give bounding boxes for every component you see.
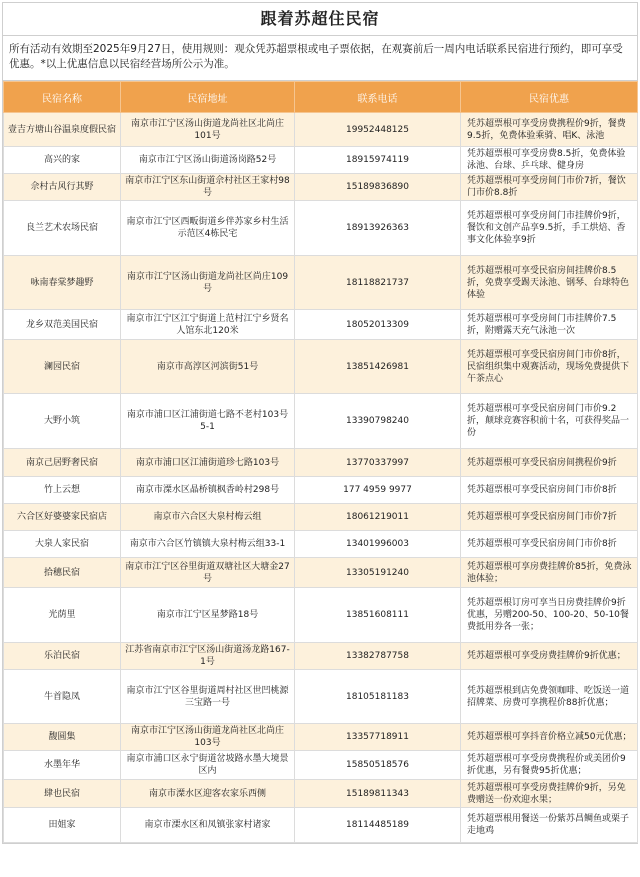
table-row <box>4 113 638 147</box>
homestay-address: 南京市江宁区东山街道佘村社区王家村98号 <box>121 174 295 201</box>
homestay-address: 南京市浦口区江浦街道七路不老村103号5-1 <box>121 394 295 449</box>
homestay-address: 南京市江宁区汤山街道龙尚社区北尚庄103号 <box>121 724 295 751</box>
homestay-phone: 18052013309 <box>295 310 461 340</box>
homestay-benefit: 凭苏超票根可享受房间门市价7折，餐饮门市价8.8折 <box>461 174 638 201</box>
homestay-benefit: 凭苏超票根用餐送一份紫苏昌鲷鱼或栗子走地鸡 <box>461 808 638 843</box>
table-row <box>4 643 638 670</box>
homestay-phone: 18061219011 <box>295 504 461 531</box>
homestay-benefit: 凭苏超票根可享受房间门市挂牌价7.5折，附赠露天充气泳池一次 <box>461 310 638 340</box>
homestay-name: 馥圆集 <box>4 724 121 751</box>
homestay-benefit: 凭苏超票根可享受房费携程价或美团价9折优惠，另有餐费95折优惠； <box>461 751 638 780</box>
table-row <box>4 310 638 340</box>
table-header-row <box>4 82 638 113</box>
homestay-phone: 13390798240 <box>295 394 461 449</box>
header-address: 民宿地址 <box>121 82 295 113</box>
homestay-name: 大野小筑 <box>4 394 121 449</box>
homestay-benefit: 凭苏超票根可享受民宿房间携程价9折 <box>461 449 638 477</box>
homestay-address: 南京市江宁区汤山街道龙尚社区北尚庄101号 <box>121 113 295 147</box>
table-row <box>4 174 638 201</box>
homestay-benefit: 凭苏超票根可享受民宿房间挂牌价8.5折，免费享受踢天泳池、钢琴、台球特色体验 <box>461 256 638 310</box>
homestay-phone: 13851426981 <box>295 340 461 394</box>
table-row <box>4 531 638 558</box>
table-row <box>4 670 638 724</box>
homestay-benefit: 凭苏超票根可享受房间门市挂牌价9折，餐饮和文创产品享9.5折，手工烘焙、香事文化体验享9折 <box>461 201 638 256</box>
homestay-name: 竹上云想 <box>4 477 121 504</box>
homestay-address: 南京市江宁区汤山街道龙尚社区尚庄109号 <box>121 256 295 310</box>
homestay-phone: 13357718911 <box>295 724 461 751</box>
page-title: 跟着苏超住民宿 <box>3 3 637 36</box>
homestay-name: 南京己居野奢民宿 <box>4 449 121 477</box>
homestay-phone: 13382787758 <box>295 643 461 670</box>
table-row <box>4 588 638 643</box>
homestay-address: 南京市江宁区西畈街道乡伴苏家乡村生活示范区4栋民宅 <box>121 201 295 256</box>
table-row <box>4 394 638 449</box>
homestay-phone: 13305191240 <box>295 558 461 588</box>
homestay-name: 光荫里 <box>4 588 121 643</box>
homestay-phone: 15189836890 <box>295 174 461 201</box>
homestay-name: 壹吉方塘山谷温泉度假民宿 <box>4 113 121 147</box>
homestay-benefit: 凭苏超票根可享抖音价格立减50元优惠； <box>461 724 638 751</box>
table-row <box>4 147 638 174</box>
header-name: 民宿名称 <box>4 82 121 113</box>
homestay-address: 南京市溧水区晶桥镇枫香岭村298号 <box>121 477 295 504</box>
homestay-benefit: 凭苏超票根可享房费挂牌价85折，免费泳池体验； <box>461 558 638 588</box>
homestay-phone: 18105181183 <box>295 670 461 724</box>
table-row <box>4 558 638 588</box>
homestay-name: 牛首隐凤 <box>4 670 121 724</box>
homestay-address: 南京市浦口区永宁街道岔坡路水墨大境景区内 <box>121 751 295 780</box>
homestay-benefit: 凭苏超票根订房可享当日房费挂牌价9折优惠，另赠200-50、100-20、50-10餐费抵用券各一张； <box>461 588 638 643</box>
homestay-benefit: 凭苏超票根可享受民宿房间门市价9.2折，颠球竞赛容积前十名，可获得奖品一份 <box>461 394 638 449</box>
table-row <box>4 780 638 808</box>
homestay-benefit: 凭苏超票根可享受房费携程价9折，餐费9.5折，免费体验乘骑、唱K、泳池 <box>461 113 638 147</box>
homestay-address: 南京市六合区竹镇镇大泉村梅云组33-1 <box>121 531 295 558</box>
homestay-phone: 13770337997 <box>295 449 461 477</box>
homestay-name: 拾穗民宿 <box>4 558 121 588</box>
homestay-phone: 18913926363 <box>295 201 461 256</box>
homestay-name: 良兰艺术农场民宿 <box>4 201 121 256</box>
homestay-phone: 18915974119 <box>295 147 461 174</box>
homestay-address: 南京市江宁区星梦路18号 <box>121 588 295 643</box>
homestay-benefit: 凭苏超票根可享受民宿房间门市价8折，民宿组织集中观赛活动，现场免费提供下午茶点心 <box>461 340 638 394</box>
homestay-name: 田姐家 <box>4 808 121 843</box>
homestay-phone: 18114485189 <box>295 808 461 843</box>
header-benefit: 民宿优惠 <box>461 82 638 113</box>
table-row <box>4 751 638 780</box>
homestay-phone: 18118821737 <box>295 256 461 310</box>
homestay-phone: 177 4959 9977 <box>295 477 461 504</box>
homestay-address: 南京市江宁区江宁街道上范村江宁乡贤名人馆东北120米 <box>121 310 295 340</box>
homestay-name: 佘村古风行其野 <box>4 174 121 201</box>
usage-notice: 所有活动有效期至2025年9月27日，使用规则：观众凭苏超票根或电子票依据，在观赛前后一周内电话联系民宿进行预约，即可享受优惠。*以上优惠信息以民宿经营场所公示为准。 <box>3 36 637 81</box>
homestay-address: 南京市六合区大泉村梅云组 <box>121 504 295 531</box>
homestay-benefit: 凭苏超票根可享受民宿房间门市价7折 <box>461 504 638 531</box>
homestay-address: 南京市高淳区河滨街51号 <box>121 340 295 394</box>
homestay-benefit: 凭苏超票根到店免费领咖啡、吃饭送一道招牌菜、房费可享携程价88折优惠； <box>461 670 638 724</box>
homestay-name: 大泉人家民宿 <box>4 531 121 558</box>
table-row <box>4 449 638 477</box>
page-container <box>2 2 638 844</box>
homestay-benefit: 凭苏超票根可享受房费挂牌价9折优惠； <box>461 643 638 670</box>
homestay-name: 咏南春棠梦趣野 <box>4 256 121 310</box>
table-row <box>4 340 638 394</box>
homestay-benefit: 凭苏超票根可享受房费8.5折，免费体验泳池、台球、乒乓球、健身房 <box>461 147 638 174</box>
table-row <box>4 256 638 310</box>
homestay-phone: 13851608111 <box>295 588 461 643</box>
homestay-address: 南京市江宁区谷里街道周村社区世凹桃源三宝路一号 <box>121 670 295 724</box>
table-row <box>4 808 638 843</box>
homestay-name: 高兴的家 <box>4 147 121 174</box>
homestay-phone: 19952448125 <box>295 113 461 147</box>
homestay-address: 南京市江宁区谷里街道双塘社区大塘金27号 <box>121 558 295 588</box>
table-row <box>4 477 638 504</box>
homestay-name: 乐泊民宿 <box>4 643 121 670</box>
homestay-phone: 15189811343 <box>295 780 461 808</box>
homestay-name: 水墨年华 <box>4 751 121 780</box>
header-phone: 联系电话 <box>295 82 461 113</box>
homestay-address: 江苏省南京市江宁区汤山街道汤龙路167-1号 <box>121 643 295 670</box>
homestay-name: 龙乡双范美国民宿 <box>4 310 121 340</box>
homestay-benefit: 凭苏超票根可享受房费挂牌价9折，另免费赠送一份欢迎水果； <box>461 780 638 808</box>
homestay-address: 南京市浦口区江浦街道珍七路103号 <box>121 449 295 477</box>
homestay-table <box>3 81 638 843</box>
table-row <box>4 724 638 751</box>
homestay-benefit: 凭苏超票根可享受民宿房间门市价8折 <box>461 531 638 558</box>
homestay-address: 南京市江宁区汤山街道汤岗路52号 <box>121 147 295 174</box>
table-row <box>4 201 638 256</box>
table-row <box>4 504 638 531</box>
homestay-benefit: 凭苏超票根可享受民宿房间门市价8折 <box>461 477 638 504</box>
homestay-phone: 15850518576 <box>295 751 461 780</box>
homestay-name: 六合区好婆婆家民宿店 <box>4 504 121 531</box>
homestay-name: 肆也民宿 <box>4 780 121 808</box>
homestay-name: 澜园民宿 <box>4 340 121 394</box>
homestay-address: 南京市溧水区迎客农家乐西侧 <box>121 780 295 808</box>
homestay-address: 南京市溧水区和凤镇张家村诸家 <box>121 808 295 843</box>
homestay-phone: 13401996003 <box>295 531 461 558</box>
